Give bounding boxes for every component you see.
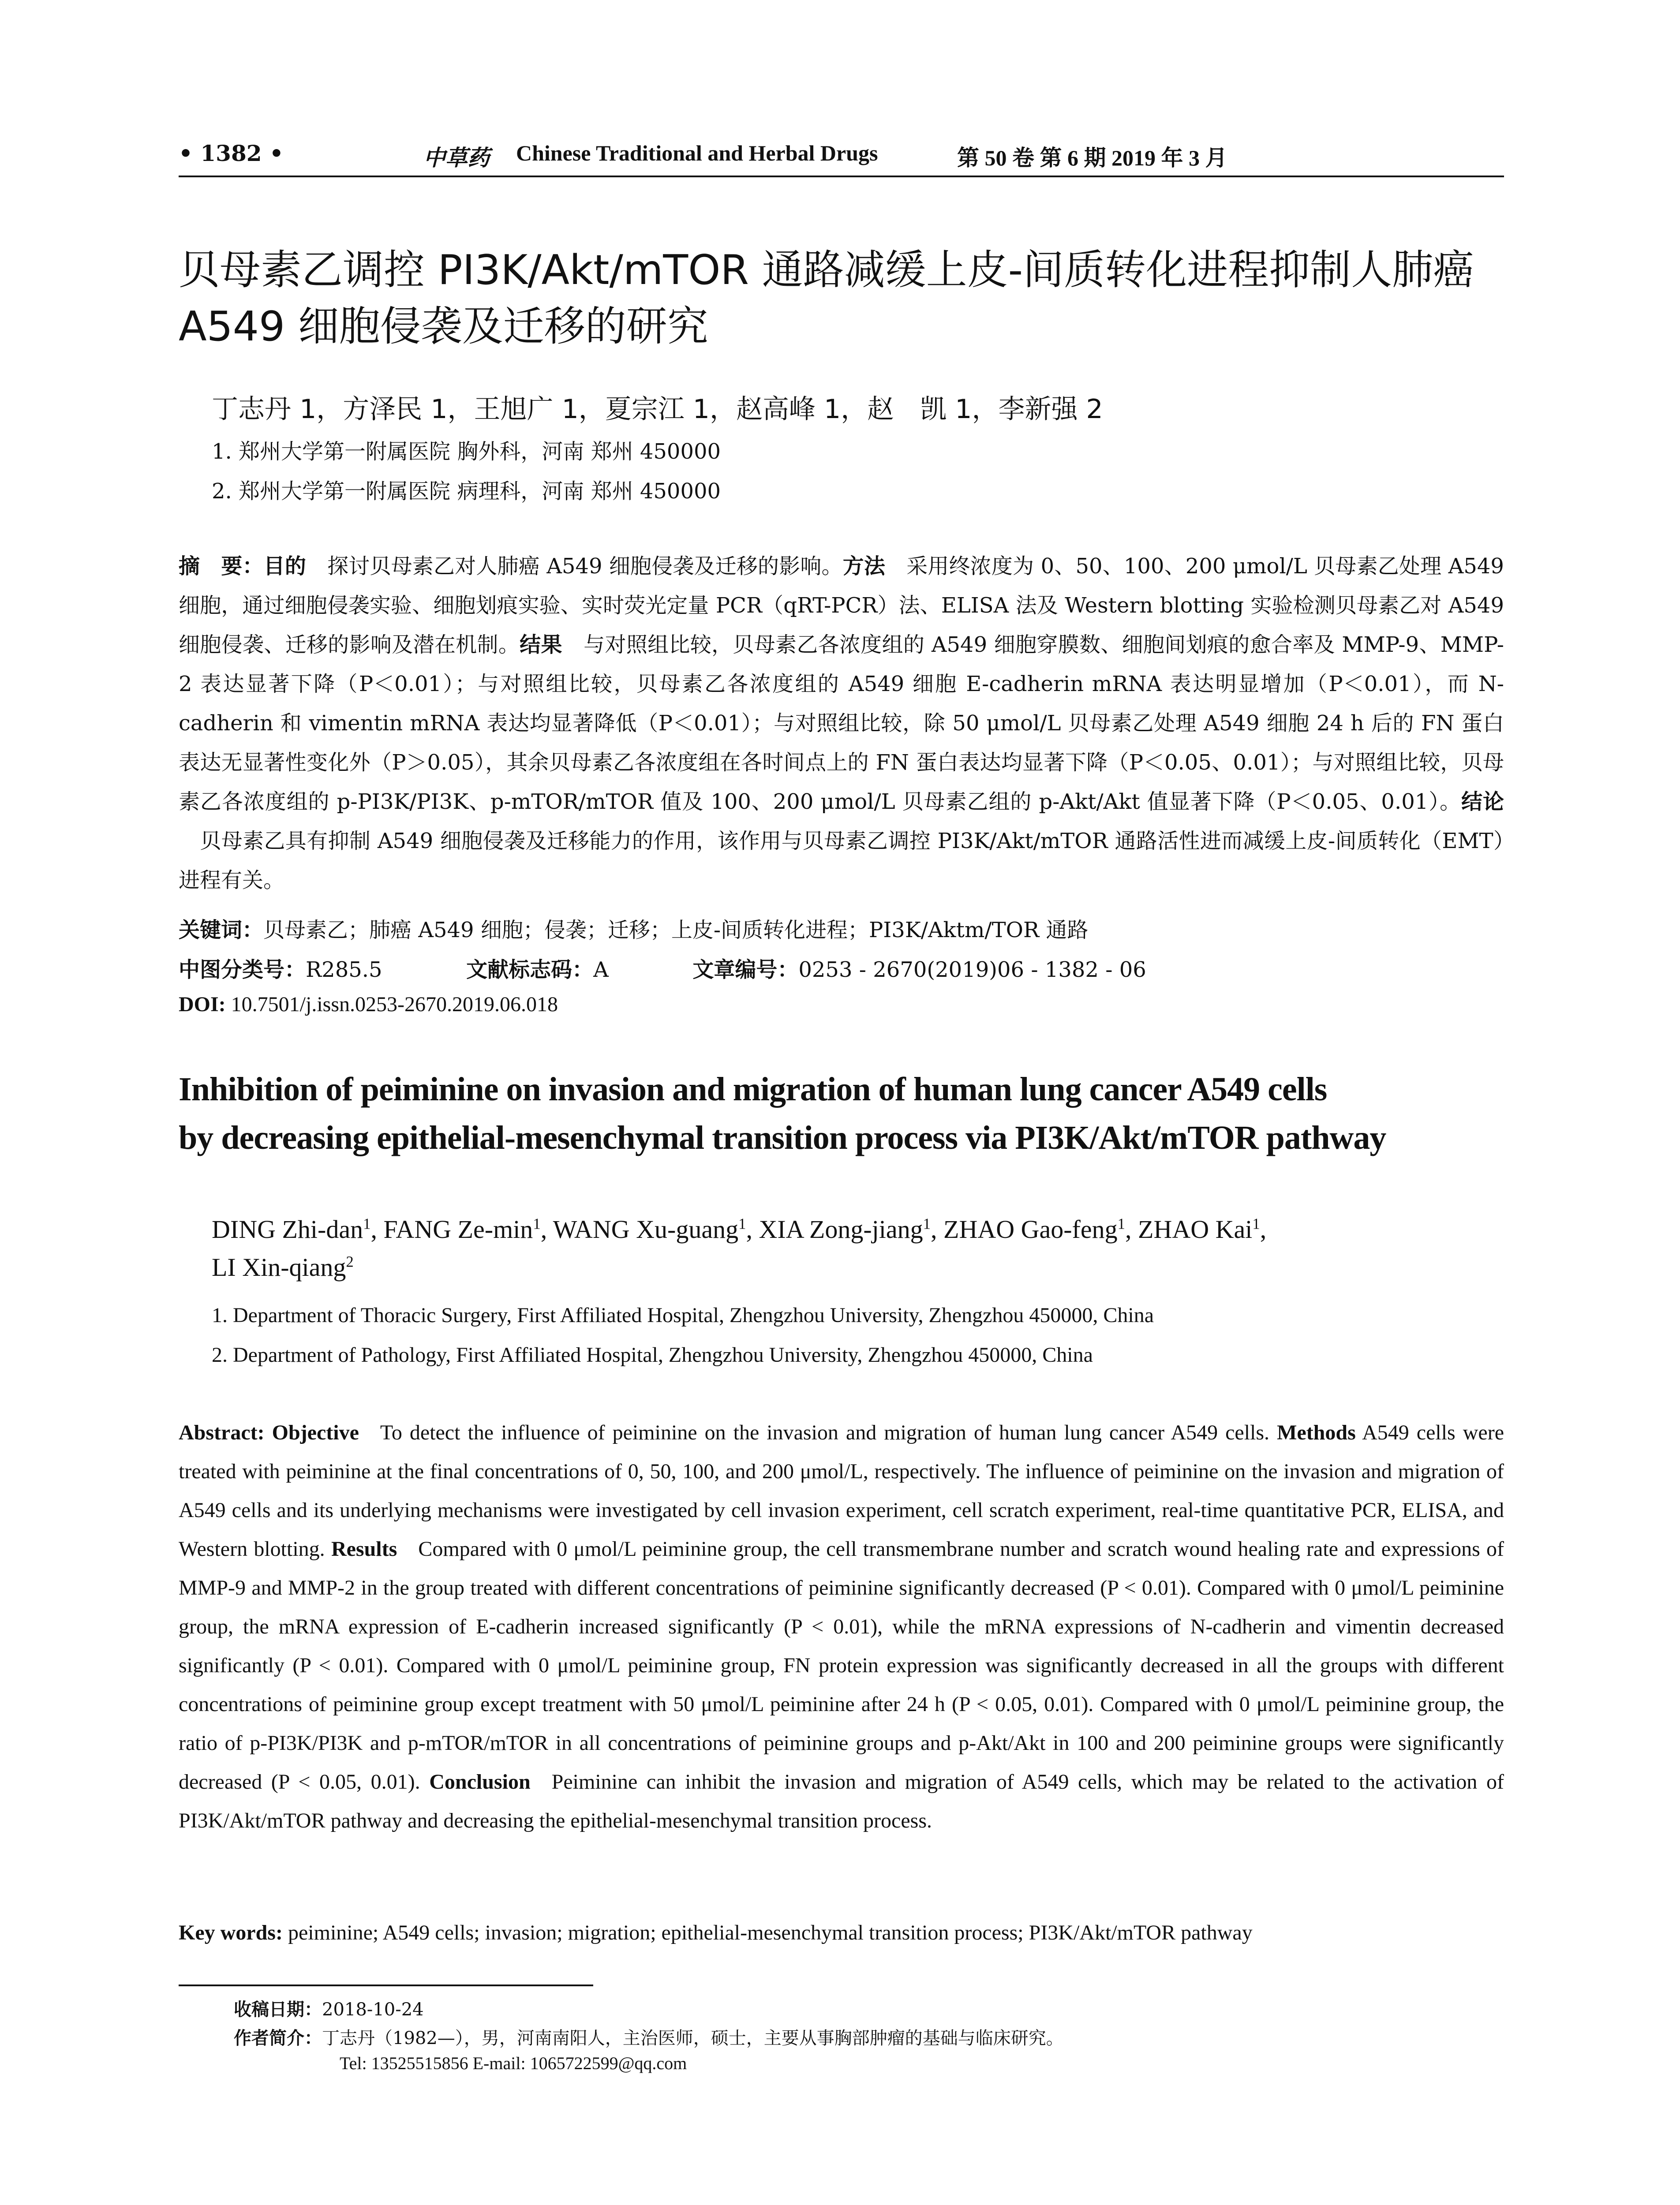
bio-label: 作者简介： — [234, 2028, 322, 2048]
doc-code-value: A — [593, 957, 609, 982]
article-number-label: 文章编号： — [692, 957, 799, 982]
issue-info: 第 50 卷 第 6 期 2019 年 3 月 — [957, 146, 1227, 170]
keywords-cn-text: 贝母素乙；肺癌 A549 细胞；侵袭；迁移；上皮-间质转化进程；PI3K/Aktm/TOR 通路 — [263, 918, 1089, 942]
doi-line — [179, 992, 558, 1017]
author-aff-sup: 1 — [363, 1215, 371, 1233]
title-cn-line2: A549 细胞侵袭及迁移的研究 — [179, 303, 708, 350]
methods-en-label: Methods — [1277, 1421, 1356, 1444]
conclusion-en: Peiminine can inhibit the invasion and migration of A549 cells, which may be related to the activation of PI3K/Akt/mTOR pathway and decreasing the epithelial-mesenchymal transition process. — [179, 1770, 1504, 1832]
results-en-label: Results — [331, 1537, 397, 1561]
title-cn — [179, 242, 1504, 355]
authors-en: DING Zhi-dan$^1$, FANG $Ze-\min^1$, WANG Xu-guang$^1$, XIA Zong-jiang$^1$, ZHAO Gao-feng$^1$, ZHAO Kai$^1$, LI Xin-qiang$^2$ — [212, 1215, 1267, 1282]
methods-cn-label: 方法 — [842, 554, 886, 579]
abstract-cn-label: 摘 要： — [179, 554, 264, 579]
keywords-en — [179, 1921, 1253, 1945]
author-en: LI Xin-qiang — [212, 1253, 346, 1282]
clc-label: 中图分类号： — [179, 957, 306, 982]
abstract-en — [179, 1413, 1504, 1840]
article-number-value: 0253 - 2670(2019)06 - 1382 - 06 — [798, 957, 1146, 982]
results-en: Compared with 0 μmol/L peiminine group, the cell transmembrane number and scratch wound healing rate and expressions of MMP-9 and MMP-2 in the group treated with different concentrations of peiminine significantly decreased (P < 0.01). Compared with 0 μmol/L peiminine group, the mRNA expression of E-cadherin increased significantly (P < 0.01), while the mRNA expressions of N-cadherin and vimentin decreased significantly (P < 0.01). Compared with 0 μmol/L peiminine group, FN protein expression was significantly decreased in all the groups with different concentrations of peiminine group except treatment with 50 μmol/L peiminine after 24 h (P < 0.05, 0.01). Compared with 0 μmol/L peiminine group, the ratio of p-PI3K/PI3K and p-mTOR/mTOR in all concentrations of peiminine groups and p-Akt/Akt in 100 and 200 peiminine groups were significantly decreased (P < 0.05, 0.01). — [179, 1537, 1504, 1794]
author-aff-sup: 1 — [1252, 1215, 1260, 1233]
authors-cn: 丁志丹 1，方泽民 1，王旭广 1，夏宗江 1，赵高峰 1，赵 凯 1，李新强 2 — [212, 394, 1103, 425]
author-contact: Tel: 13525515856 E-mail: 1065722599@qq.com — [340, 2053, 687, 2073]
keywords-en-label: Key words: — [179, 1921, 283, 1944]
keywords-cn-label: 关键词： — [179, 918, 264, 942]
keywords-en-text: peiminine; A549 cells; invasion; migration; epithelial-mesenchymal transition process; PI3K/Akt/mTOR pathway — [288, 1921, 1253, 1944]
author-en: WANG Xu-guang — [553, 1215, 739, 1244]
methods-en: A549 cells were treated with peiminine at the final concentrations of 0, 50, 100, and 200 μmol/L, respectively. The influence of peiminine on the invasion and migration of A549 cells and its underlying mechanisms were investigated by cell invasion experiment, cell scratch experiment, real-time quantitative PCR, ELISA, and Western blotting. — [179, 1421, 1504, 1561]
affiliation-cn-1: 1. 郑州大学第一附属医院 胸外科，河南 郑州 450000 — [212, 439, 721, 464]
objective-cn: 探讨贝母素乙对人肺癌 A549 细胞侵袭及迁移的影响。 — [327, 554, 843, 579]
author-aff-sup: 2 — [346, 1253, 354, 1271]
title-cn-line1: 贝母素乙调控 PI3K/Akt/mTOR 通路减缓上皮-间质转化进程抑制人肺癌 — [179, 246, 1474, 294]
doc-code-label: 文献标志码： — [466, 957, 594, 982]
doi-label: DOI: — [179, 993, 226, 1016]
received-date — [234, 1996, 424, 2021]
author-en: FANG Ze-min — [383, 1215, 533, 1244]
objective-cn-label: 目的 — [263, 554, 306, 579]
results-cn: 与对照组比较，贝母素乙各浓度组的 A549 细胞穿膜数、细胞间划痕的愈合率及 MMP-9、MMP-2 表达显著下降（P＜0.01）；与对照组比较，贝母素乙各浓度组的 A549 细胞 E-cadherin mRNA 表达明显增加（P＜0.01），而 N-cadherin 和 vimentin mRNA 表达均显著降低（P＜0.01）；与对照组比较，除 50 μmol/L 贝母素乙处理 A549 细胞 24 h 后的 FN 蛋白表达无显著性变化外（P＞0.05），其余贝母素乙各浓度组在各时间点上的 FN 蛋白表达均显著下降（P＜0.05、0.01）；与对照组比较，贝母素乙各浓度组的 p-PI3K/PI3K、p-mTOR/mTOR 值及 100、200 μmol/L 贝母素乙组的 p-Akt/Akt 值显著下降（P＜0.05、0.01）。 — [179, 632, 1504, 814]
received-label: 收稿日期： — [234, 1999, 322, 2020]
author-en: ZHAO Gao-feng — [943, 1215, 1118, 1244]
keywords-cn — [179, 913, 1088, 943]
author-en: ZHAO Kai — [1138, 1215, 1253, 1244]
conclusion-cn: 贝母素乙具有抑制 A549 细胞侵袭及迁移能力的作用，该作用与贝母素乙调控 PI3K/Akt/mTOR 通路活性进而减缓上皮-间质转化（EMT）进程有关。 — [179, 829, 1504, 893]
author-en: XIA Zong-jiang — [759, 1215, 923, 1244]
clc-value: R285.5 — [306, 957, 382, 982]
footnote-rule — [179, 1984, 593, 1986]
affiliation-en-2: 2. Department of Pathology, First Affiliated Hospital, Zhengzhou University, Zhengzhou 450000, China — [212, 1343, 1093, 1367]
author-bio — [234, 2024, 1064, 2049]
title-en — [179, 1065, 1504, 1162]
journal-name-cn: 中草药 — [423, 145, 490, 171]
author-aff-sup: 1 — [923, 1215, 931, 1233]
title-en-line1: Inhibition of peiminine on invasion and migration of human lung cancer A549 cells — [179, 1071, 1327, 1108]
abstract-cn — [179, 547, 1504, 900]
bio-text: 丁志丹（1982—），男，河南南阳人，主治医师，硕士，主要从事胸部肿瘤的基础与临床研究。 — [322, 2028, 1064, 2048]
conclusion-en-label: Conclusion — [429, 1770, 531, 1794]
received-value: 2018-10-24 — [322, 1999, 424, 2020]
results-cn-label: 结果 — [520, 632, 562, 657]
objective-en-label: Objective — [272, 1421, 359, 1444]
classification-line — [179, 953, 1146, 983]
affiliation-en-1: 1. Department of Thoracic Surgery, First Affiliated Hospital, Zhengzhou University, Zhengzhou 450000, China — [212, 1304, 1154, 1327]
methods-cn: 采用终浓度为 0、50、100、200 μmol/L 贝母素乙处理 A549 细胞，通过细胞侵袭实验、细胞划痕实验、实时荧光定量 PCR（qRT-PCR）法、ELISA 法及 Western blotting 实验检测贝母素乙对 A549 细胞侵袭、迁移的影响及潜在机制。 — [179, 554, 1504, 657]
page-number: • 1382 • — [179, 140, 284, 166]
author-aff-sup: 1 — [1117, 1215, 1126, 1233]
title-en-line2: by decreasing epithelial-mesenchymal transition process via PI3K/Akt/mTOR pathway — [179, 1119, 1386, 1156]
author-en: DING Zhi-dan — [212, 1215, 363, 1244]
header-rule — [179, 176, 1504, 177]
conclusion-cn-label: 结论 — [1461, 789, 1504, 814]
abstract-en-label: Abstract: — [179, 1421, 265, 1444]
author-aff-sup: 1 — [738, 1215, 746, 1233]
objective-en: To detect the influence of peiminine on the invasion and migration of human lung cancer A549 cells. — [380, 1421, 1270, 1444]
doi-link[interactable]: 10.7501/j.issn.0253-2670.2019.06.018 — [231, 993, 558, 1016]
affiliation-cn-2: 2. 郑州大学第一附属医院 病理科，河南 郑州 450000 — [212, 479, 721, 504]
author-aff-sup: 1 — [533, 1215, 541, 1233]
journal-name-en: Chinese Traditional and Herbal Drugs — [516, 141, 878, 165]
